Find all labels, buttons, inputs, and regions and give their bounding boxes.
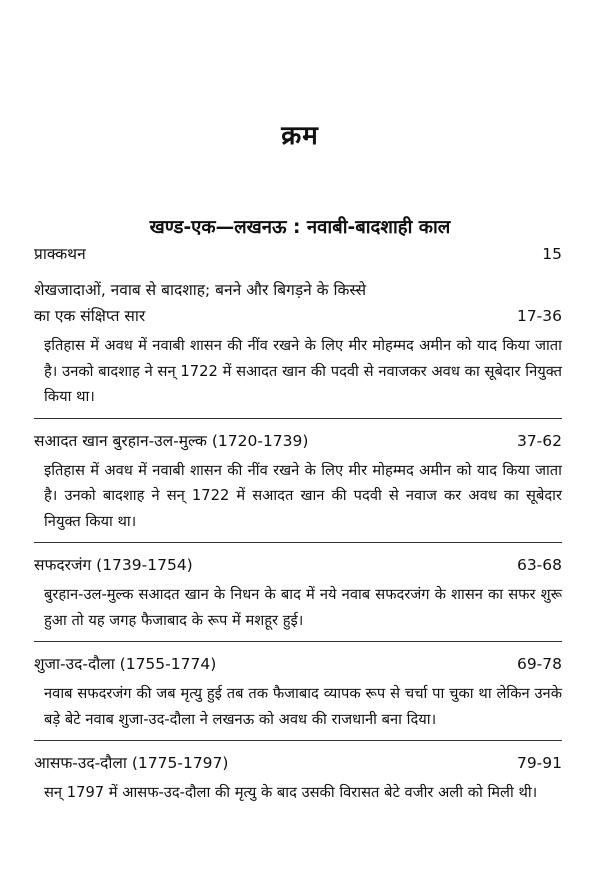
toc-entry-pages: 63-68: [516, 556, 562, 574]
divider: [34, 641, 562, 642]
toc-entry-description: नवाब सफदरजंग की जब मृत्यु हुई तब तक फैजाबाद व्यापक रूप से चर्चा पा चुका था लेकिन उनके बड़े बेटे नवाब शुजा-उद-दौला ने लखनऊ को अवध की राजधानी बना दिया।: [44, 685, 562, 728]
divider: [34, 418, 562, 419]
toc-entry-pages: 17-36: [516, 307, 562, 325]
toc-entry-description: इतिहास में अवध में नवाबी शासन की नींव रखने के लिए मीर मोहम्मद अमीन को याद किया जाता है। उनको बादशाह ने सन् 1722 में सआदत खान की पदवी से नवाजकर अवध का सूबेदार नियुक्त किया था।: [44, 337, 562, 405]
toc-entry: [34, 241, 562, 267]
toc-entry-description: बुरहान-उल-मुल्क सआदत खान के निधन के बाद में नये नवाब सफदरजंग के शासन का सफर शुरू हुआ तो यह जगह फैजाबाद के रूप में मशहूर हुई।: [44, 586, 562, 629]
toc-entry-pages: 79-91: [516, 754, 562, 772]
toc-entry: [34, 750, 562, 806]
divider: [34, 542, 562, 543]
toc-entry: [34, 277, 562, 410]
toc-entry-title: सआदत खान बुरहान-उल-मुल्क (1720-1739): [34, 431, 309, 450]
toc-entry-title: प्राक्कथन: [34, 245, 86, 263]
toc-entry-title: शुजा-उद-दौला (1755-1774): [34, 655, 217, 673]
toc-entry-title: आसफ-उद-दौला (1775-1797): [34, 754, 229, 772]
toc-entry-description: इतिहास में अवध में नवाबी शासन की नींव रखने के लिए मीर मोहम्मद अमीन को याद किया जाता है। उनको बादशाह ने सन् 1722 में सआदत खान की पदवी से नवाज कर अवध का सूबेदार नियुक्त किया था।: [44, 461, 562, 530]
page-title: क्रम: [281, 121, 319, 151]
section-heading: खण्ड-एक—लखनऊ : नवाबी-बादशाही काल: [149, 217, 451, 238]
toc-entry-pages: 15: [542, 245, 562, 263]
toc-entry: [34, 651, 562, 732]
toc-entry-pages: 37-62: [516, 431, 562, 450]
toc-entry-description: सन् 1797 में आसफ-उद-दौला की मृत्यु के बाद उसकी विरासत बेटे वजीर अली को मिली थी।: [44, 784, 538, 801]
toc-entry: [34, 552, 562, 633]
divider: [34, 740, 562, 741]
toc-entry: [34, 428, 562, 535]
toc-list: [34, 241, 562, 806]
toc-entry-title: सफदरजंग (1739-1754): [34, 556, 193, 574]
toc-entry-pages: 69-78: [516, 655, 562, 673]
toc-entry-title: शेखजादाओं, नवाब से बादशाह; बनने और बिगड़ने के किस्से का एक संक्षिप्त सार: [34, 281, 367, 325]
